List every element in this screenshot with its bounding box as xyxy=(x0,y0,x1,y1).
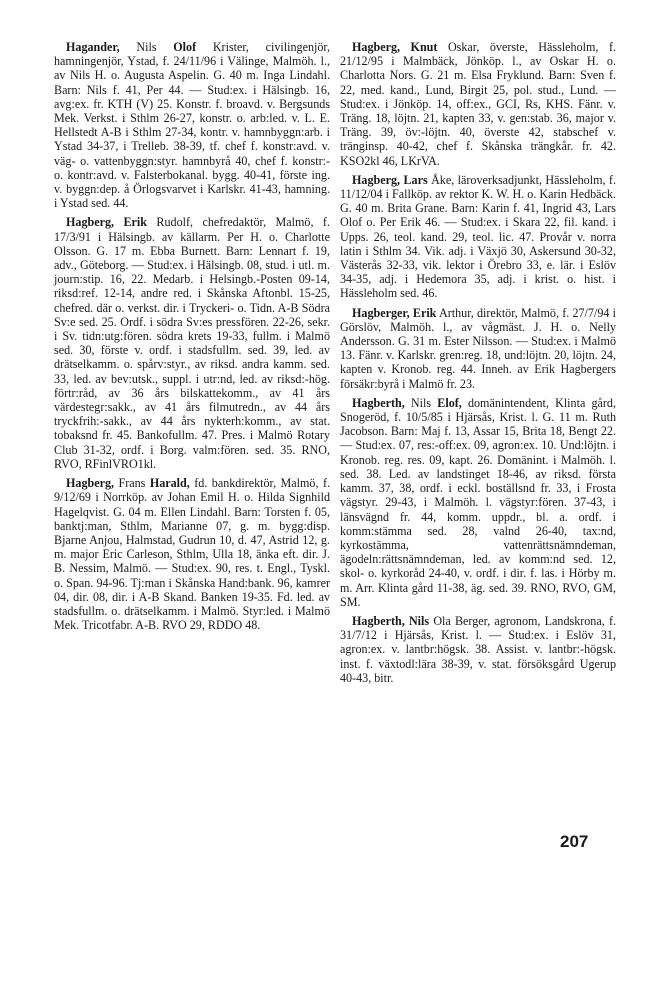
biography-entry xyxy=(54,476,330,632)
entry-called-name: Knut xyxy=(400,40,438,54)
entry-surname: Hagander, xyxy=(66,40,120,54)
entry-surname: Hagberg, xyxy=(352,172,401,187)
biography-entry xyxy=(54,40,330,210)
biography-entry xyxy=(54,215,330,471)
entry-surname: Hagberth, xyxy=(352,395,405,410)
entry-surname: Hagberg, xyxy=(66,476,115,491)
page-number: 207 xyxy=(560,832,589,851)
entry-text: fd. bankdirektör, Malmö, f. 9/12/69 i Norrköp. av Johan Emil H. o. Hilda Signhild Hagelqvist. G. 04 m. Ellen Lindahl. Barn: Torsten f. 05, banktj:man, Sthlm, Marianne 07, g. m. bygg:disp. Bjarne Anjou, Halmstad, Gudrun 10, d. 47, Astrid 12, g. m. major Eric Carleson, Sthlm, Ulla 18, änka eft. dir. J. B. Nessim, Malmö. — Stud:ex. 90, res. t. Engl., Tyskl. o. Span. 94-96. Tj:man i Skånska Hand:bank. 96, kamrer 04, dir. 08, dir. i A-B Skand. Banken 19-35. Fd. led. av stadsfullm. o. drätselkamm. i Malmö. Styr:led. i Malmö Mek. Tricotfabr. A-B. RVO 29, RDDO 48. xyxy=(54,476,330,633)
entry-called-name: Lars xyxy=(400,172,428,187)
biography-entry xyxy=(340,614,616,685)
entry-text: Rudolf, chefredaktör, Malmö, f. 17/3/91 i Hälsingb. av källarm. Per H. o. Charlotte Olsson. G. 17 m. Ebba Burnett. Barn: Lennart f. 19, adv., Göteborg. — Stud:ex. i Hälsingb. 08, stud. i utl. m. journ:stip. 16, 22. Medarb. i Helsingb.-Posten 09-14, riksd:ref. 12-14, andre red. i Skånska Aftonbl. 15-25, chefred. där o. verkst. dir. i Tryckeri- o. Tidn. A-B Södra Sv:e sed. 25. Ordf. i södra Sv:es pressfören. 22-26, sekr. i Sv. tidn:utg:fören. södra krets 19-33, fullm. i Malmö sed. 30, förste v. ordf. i stadsfullm. sed. 39, led. av drätselkamm. o. spårv:styr., av riksd. andra kamm. sed. 33, led. av bev:utsk., suppl. i utr:nd, led. av riksd:-hög. förtr:råd, av 36 års bilskattekomm., av 41 års värdestegr:sakk., av 41 års filmutredn., av 44 års tryckfrih:-sakk., av 44 års nykterh:komm., av stat. tobaksnd fr. 45. Bankofullm. 47. Pres. i Malmö Rotary Club 31-32, ordf. i Borg. valm:fören. sed. 35. RNO, RVO, RFinlVRO1kl. xyxy=(54,215,330,471)
right-column xyxy=(340,40,616,690)
entry-surname: Hagberg, xyxy=(352,40,401,54)
biography-entry xyxy=(340,40,616,168)
entry-called-name: Olof xyxy=(156,40,197,54)
entry-surname: Hagberger, xyxy=(352,305,410,320)
entry-surname: Hagberg, xyxy=(66,215,115,230)
biography-entry xyxy=(340,396,616,609)
left-column xyxy=(54,40,330,637)
biography-entry xyxy=(340,306,616,391)
entry-text: Arthur, direktör, Malmö, f. 27/7/94 i Görslöv, Malmöh. l., av vågmäst. J. H. o. Nelly Andersson. G. 31 m. Ester Nilsson. — Stud:ex. i Malmö 13. Fänr. v. Karlskr. gren:reg. 18, und:löjtn. 20, löjtn. 24, kapten v. Kronob. reg. 44. Inneh. av Erik Hagbergers försäkr:byrå i Malmö fr. 23. xyxy=(340,305,617,391)
entry-text: Krister, civilingenjör, hamningenjör, Ystad, f. 24/11/96 i Välinge, Malmöh. l., av Nils H. o. Augusta Aspelin. G. 40 m. Inga Lindahl. Barn: Nils f. 41, Per 44. — Stud:ex. i Hälsingb. 16, avg:ex. fr. KTH (V) 25. Konstr. f. broavd. v. Bergsunds Mek. Verkst. i Sthlm 26-27, konstr. o. arb:led. v. L. E. Hellstedt A-B i Sthlm 27-34, kontr. v. hamnbyggn:arb. i Ystad 34-37, i Trelleb. 38-39, tf. chef f. konstr:avd. v. väg- o. vattenbyggn:styr. hamnbyrå 40, chef f. konstr:- o. kontr:avd. v. Falsterbokanal. bygg. 40-41, förste ing. v. byggn:dep. å Örlogsvarvet i Karlskr. 41-43, hamning. i Ystad sed. 44. xyxy=(54,40,330,211)
entry-called-name: Erik xyxy=(409,305,437,320)
entry-given-name: Nils xyxy=(404,395,432,410)
entry-surname: Hagberth, xyxy=(352,613,405,628)
entry-text: Oskar, överste, Hässleholm, f. 21/12/95 i Malmbäck, Jönköp. l., av Oskar H. o. Charlotta Nors. G. 21 m. Elsa Fryklund. Barn: Sven f. 22, med. kand., Lund, Birgit 25, pol. stud., Lund. — Stud:ex. i Jönköp. 14, off:ex., GCI, Rs, KHS. Fänr. v. Träng. 18, löjtn. 21, kapten 33, v. gen:stab. 36, major v. Träng. 39, öv:-löjtn. 40, överste 42, stabschef v. tränginsp. 40-42, chef f. Skånska trängkår. fr. 42. KSO2kl 46, LKrVA. xyxy=(340,40,616,168)
biography-entry xyxy=(340,173,616,301)
entry-called-name: Harald, xyxy=(145,476,190,491)
entry-text: Ola Berger, agronom, Landskrona, f. 31/7/12 i Hjärsås, Krist. l. — Stud:ex. i Eslöv 31, agron:ex. v. lantbr:högsk. 38. Assist. v. lantbr:-högsk. inst. f. växtodl:lära 38-39, v. stat. försöksgård Ugerup 40-43, bitr. xyxy=(340,613,617,685)
entry-given-name: Nils xyxy=(119,40,157,54)
entry-given-name: Frans xyxy=(114,476,146,491)
entry-called-name: Nils xyxy=(404,613,430,628)
entry-called-name: Elof, xyxy=(431,395,462,410)
entry-text: Åke, läroverksadjunkt, Hässleholm, f. 11/12/04 i Fallköp. av rektor K. W. H. o. Karin Hedbäck. G. 40 m. Brita Grane. Barn: Karin f. 41, Ingrid 43, Lars Olof o. Per Erik 46. — Stud:ex. i Skara 22, fil. kand. i Upps. 26, teol. kand. 29, teol. lic. 47. Provår v. norra latin i Sthlm 34. Vik. adj. i Växjö 30, Askersund 30-32, Västerås 32-33, vik. lektor i Örebro 33, e. lär. i Eslöv 34-35, adj. i Hedemora 35, adj. i krist. o. hist. i Hässleholm sed. 46. xyxy=(340,172,616,301)
entry-text: domänintendent, Klinta gård, Snogeröd, f. 10/5/85 i Hjärsås, Krist. l. G. 11 m. Ruth Jacobson. Barn: Maj f. 13, Assar 15, Brita 18, Bengt 22. — Stud:ex. 07, res:-off:ex. 09, agron:ex. 10. Und:löjtn. i Kronob. reg. res. 09, kapt. 26. Domänint. i Malmöh. l. sed. 38. Led. av landstinget 18-46, av riksd. första kamm. 37, 38, ordf. i eckl. boställsnd fr. 33, i Frosta vägstyr. 29-43, i Malmöh. l. vägstyr:fören. 37-43, i länsvägnd fr. 44, komm. uppdr., bl. a. ordf. i komm:stämma sed. 28, valnd 26-40, tax:nd, kyrkostämma, vattenrättsnämndeman, ägodeln:rättsnämndeman, led. av komm:nd sed. 12, skol- o. kyrkoråd 24-40, v. ordf. i dir. f. las. i Hörby m. m. Arr. Klinta gård 11-38, äg. sed. 39. RNO, RVO, GM, SM. xyxy=(340,395,616,609)
entry-called-name: Erik xyxy=(114,215,147,230)
